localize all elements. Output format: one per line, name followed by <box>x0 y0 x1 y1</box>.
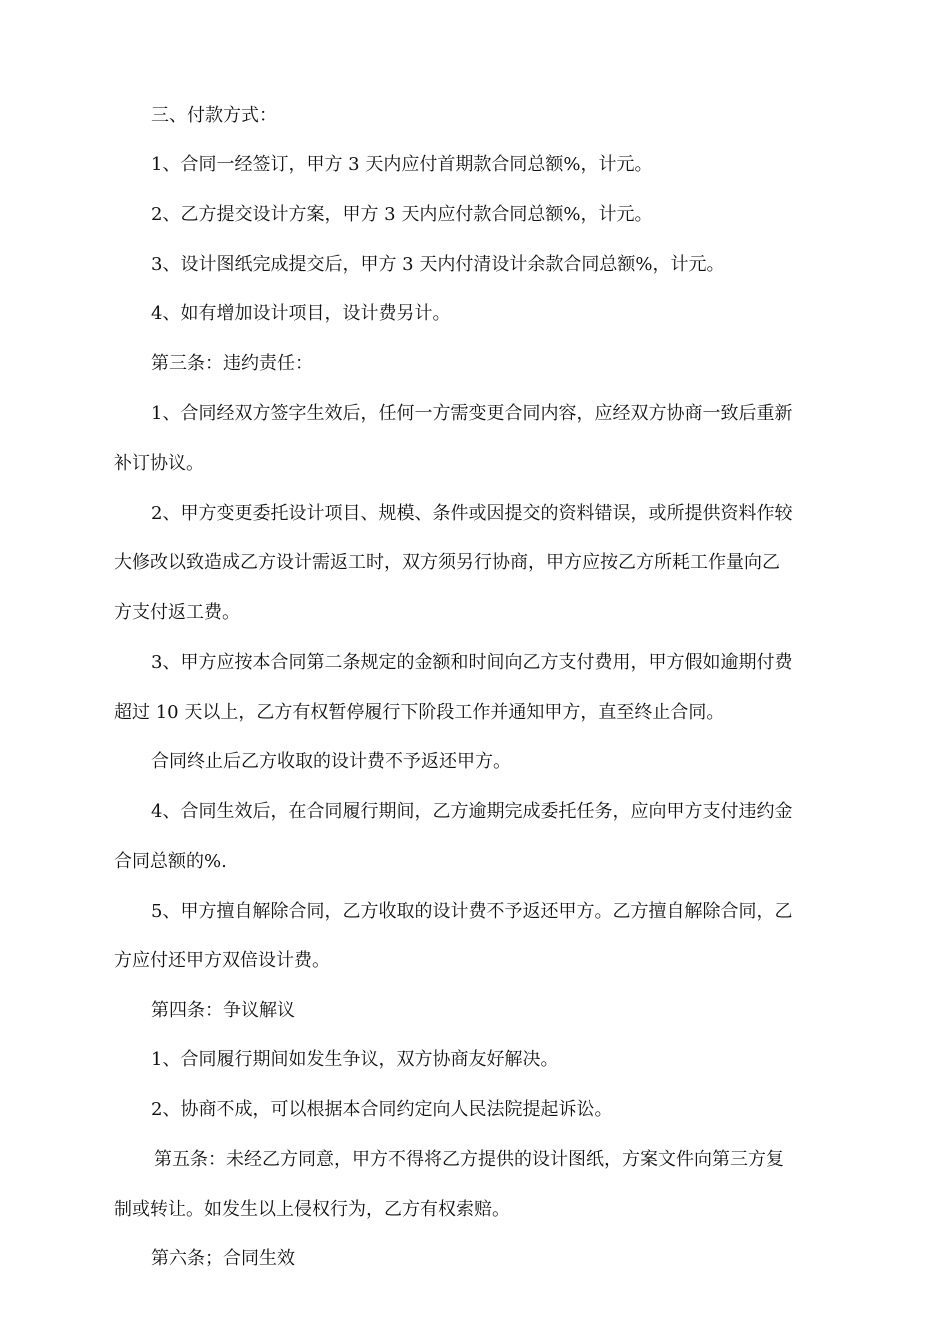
paragraph-line: 合同终止后乙方收取的设计费不予返还甲方。 <box>151 751 511 772</box>
paragraph-line: 4、合同生效后，在合同履行期间，乙方逾期完成委托任务，应向甲方支付违约金 <box>151 801 793 822</box>
paragraph-line: 2、甲方变更委托设计项目、规模、条件或因提交的资料错误，或所提供资料作较 <box>151 503 793 524</box>
paragraph-line: 合同总额的%. <box>114 851 227 872</box>
paragraph-line: 方应付还甲方双倍设计费。 <box>114 950 330 971</box>
paragraph-line: 4、如有增加设计项目，设计费另计。 <box>151 303 451 324</box>
paragraph-line: 5、甲方擅自解除合同，乙方收取的设计费不予返还甲方。乙方擅自解除合同，乙 <box>151 901 793 922</box>
paragraph-line: 3、甲方应按本合同第二条规定的金额和时间向乙方支付费用，甲方假如逾期付费 <box>151 652 793 673</box>
article-heading-4: 第四条：争议解议 <box>151 1000 295 1021</box>
paragraph-line: 补订协议。 <box>114 453 204 474</box>
paragraph-line: 2、乙方提交设计方案，甲方 3 天内应付款合同总额%，计元。 <box>151 204 653 225</box>
paragraph-line: 2、协商不成，可以根据本合同约定向人民法院提起诉讼。 <box>151 1099 613 1120</box>
article-heading-5: 第五条：未经乙方同意，甲方不得将乙方提供的设计图纸，方案文件向第三方复 <box>154 1149 784 1170</box>
paragraph-line: 方支付返工费。 <box>114 602 240 623</box>
paragraph-line: 大修改以致造成乙方设计需返工时，双方须另行协商，甲方应按乙方所耗工作量向乙 <box>114 552 780 573</box>
paragraph-line: 1、合同履行期间如发生争议，双方协商友好解决。 <box>151 1049 559 1070</box>
paragraph-line: 1、合同一经签订，甲方 3 天内应付首期款合同总额%，计元。 <box>151 154 653 175</box>
paragraph-line: 制或转让。如发生以上侵权行为，乙方有权索赔。 <box>114 1199 510 1220</box>
paragraph-line: 1、合同经双方签字生效后，任何一方需变更合同内容，应经双方协商一致后重新 <box>151 403 793 424</box>
section-heading-payment: 三、付款方式： <box>151 105 277 126</box>
paragraph-line: 超过 10 天以上，乙方有权暂停履行下阶段工作并通知甲方，直至终止合同。 <box>114 702 725 723</box>
article-heading-3: 第三条：违约责任： <box>151 353 313 374</box>
paragraph-line: 3、设计图纸完成提交后，甲方 3 天内付清设计余款合同总额%，计元。 <box>151 254 725 275</box>
article-heading-6: 第六条；合同生效 <box>151 1248 295 1269</box>
